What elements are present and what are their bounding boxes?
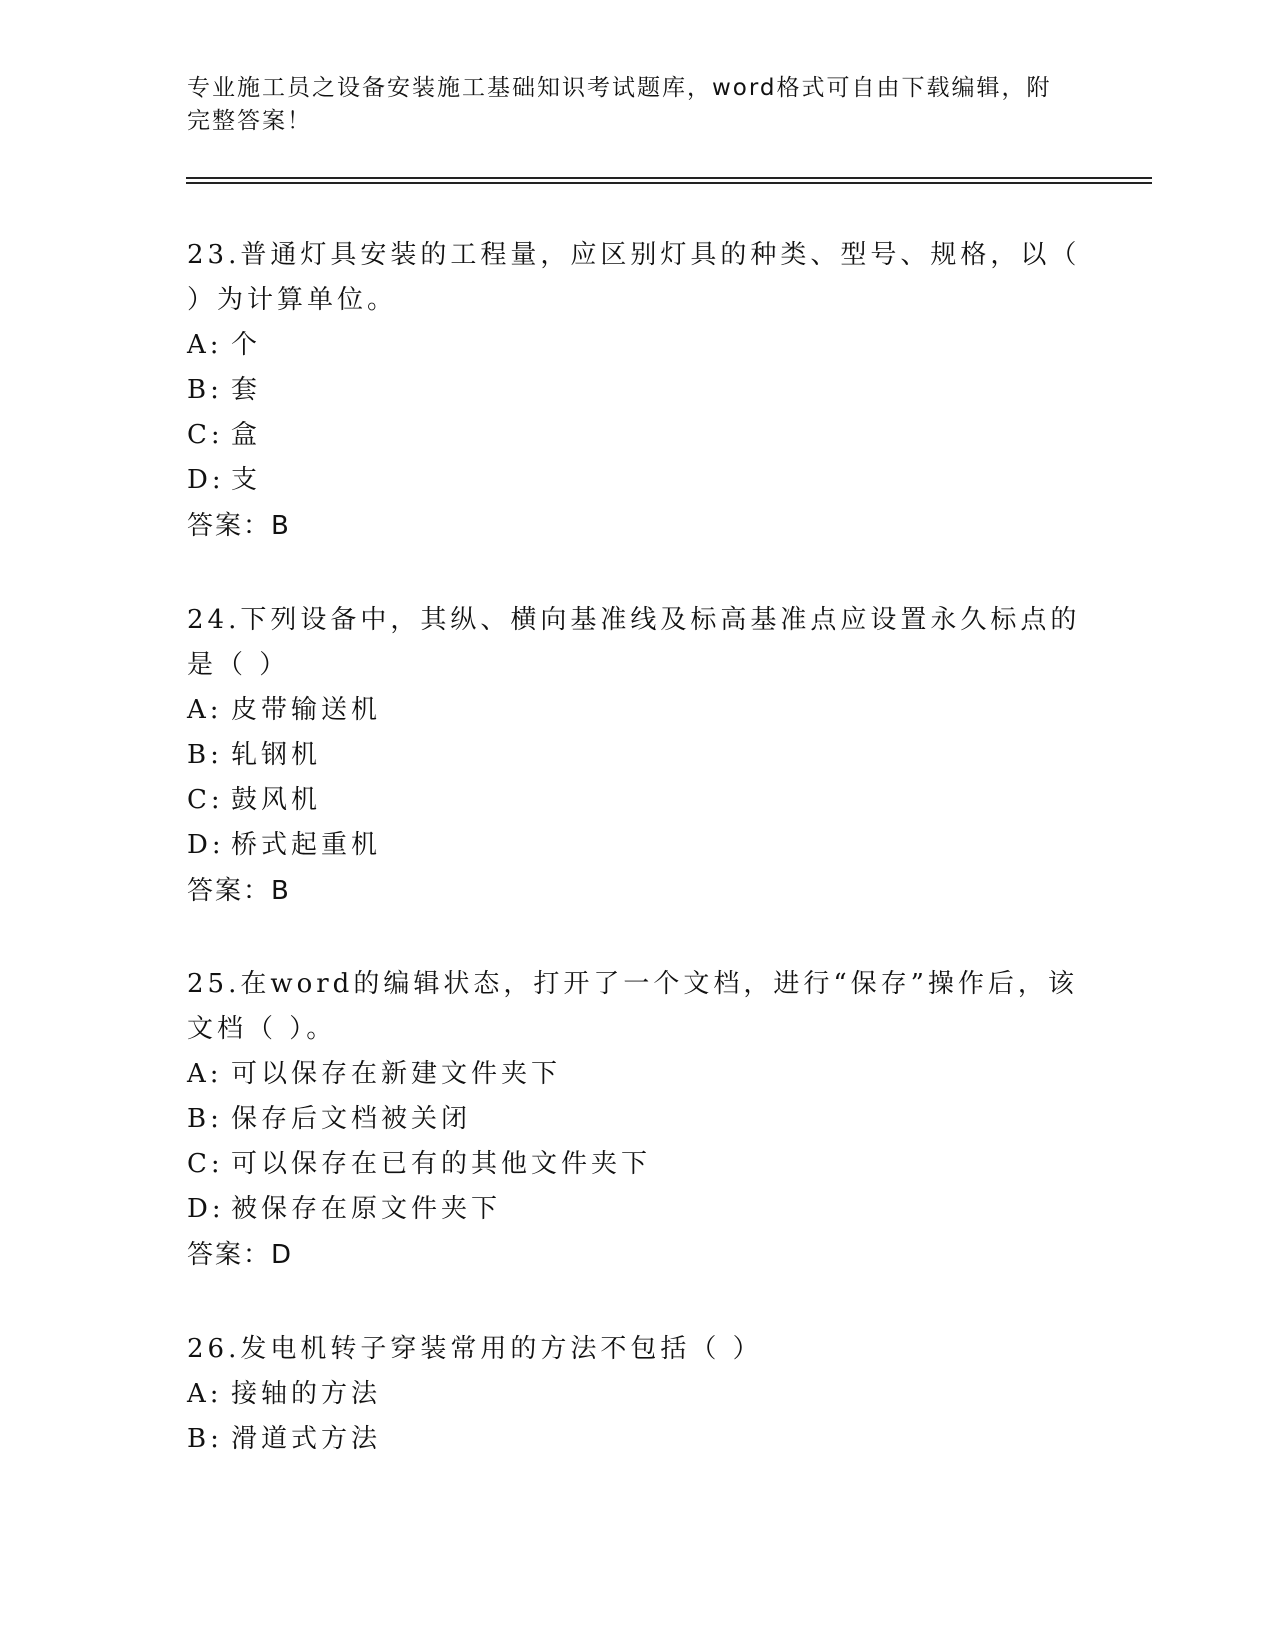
option-c <box>187 778 1087 823</box>
option-key: B: <box>187 375 223 405</box>
question-25 <box>187 962 1087 1278</box>
option-key: D: <box>187 830 225 860</box>
option-b <box>187 1097 1087 1142</box>
option-key: A: <box>187 1379 223 1409</box>
option-key: A: <box>187 695 223 725</box>
option-key: D: <box>187 1194 225 1224</box>
header-divider-bottom <box>186 182 1152 184</box>
question-stem: 23.普通灯具安装的工程量，应区别灯具的种类、型号、规格，以（ ）为计算单位。 <box>187 240 1081 315</box>
option-text: 保存后文档被关闭 <box>231 1104 472 1134</box>
question-23 <box>187 233 1087 549</box>
option-text: 支 <box>231 465 262 495</box>
option-text: 桥式起重机 <box>231 830 382 860</box>
option-a <box>187 688 1087 733</box>
option-b <box>187 1417 1087 1462</box>
option-key: D: <box>187 465 225 495</box>
option-key: B: <box>187 1424 223 1454</box>
option-text: 可以保存在新建文件夹下 <box>231 1059 562 1089</box>
header-divider-top <box>186 177 1152 179</box>
answer-line: 答案：B <box>187 876 291 906</box>
option-key: B: <box>187 1104 223 1134</box>
option-text: 轧钢机 <box>231 740 322 770</box>
option-key: B: <box>187 740 223 770</box>
option-c <box>187 413 1087 458</box>
option-text: 套 <box>231 375 262 405</box>
option-text: 个 <box>231 330 262 360</box>
option-text: 皮带输送机 <box>231 695 382 725</box>
option-text: 可以保存在已有的其他文件夹下 <box>231 1149 652 1179</box>
question-stem: 24.下列设备中，其纵、横向基准线及标高基准点应设置永久标点的是（ ） <box>187 605 1081 680</box>
option-text: 接轴的方法 <box>231 1379 382 1409</box>
question-26 <box>187 1327 1087 1462</box>
answer-line: 答案：B <box>187 511 291 541</box>
answer-line: 答案：D <box>187 1240 294 1270</box>
option-a <box>187 1052 1087 1097</box>
option-d <box>187 458 1087 503</box>
option-key: C: <box>187 785 224 815</box>
option-text: 盒 <box>231 420 262 450</box>
option-key: A: <box>187 330 223 360</box>
option-b <box>187 733 1087 778</box>
option-d <box>187 823 1087 868</box>
option-d <box>187 1187 1087 1232</box>
option-key: A: <box>187 1059 223 1089</box>
question-stem: 25.在word的编辑状态，打开了一个文档，进行“保存”操作后，该文档（ ）。 <box>187 969 1078 1044</box>
question-24 <box>187 598 1087 914</box>
document-header: 专业施工员之设备安装施工基础知识考试题库，word格式可自由下载编辑，附完整答案！ <box>187 75 1052 134</box>
option-text: 鼓风机 <box>231 785 322 815</box>
option-key: C: <box>187 1149 224 1179</box>
option-a <box>187 1372 1087 1417</box>
option-b <box>187 368 1087 413</box>
option-key: C: <box>187 420 224 450</box>
question-stem: 26.发电机转子穿装常用的方法不包括（ ） <box>187 1334 763 1364</box>
option-c <box>187 1142 1087 1187</box>
option-a <box>187 323 1087 368</box>
option-text: 被保存在原文件夹下 <box>231 1194 502 1224</box>
option-text: 滑道式方法 <box>231 1424 382 1454</box>
